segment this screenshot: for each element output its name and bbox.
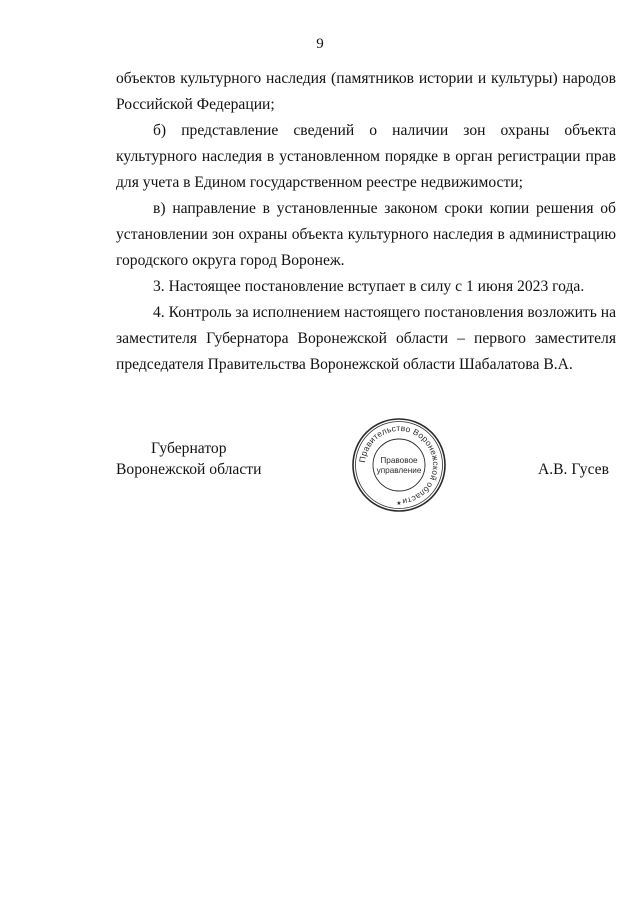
signatory-position-region: Воронежской области xyxy=(116,461,262,478)
official-stamp xyxy=(351,417,447,513)
paragraph-4: 4. Контроль за исполнением настоящего постановления возложить на заместителя Губернатора Воронежской области – первого заместителя председателя Правительства Воронежской области Шабалатова В.А. xyxy=(116,304,617,373)
signatory-position xyxy=(116,438,261,480)
paragraph-v: в) направление в установленные законом сроки копии решения об установлении зон охраны объекта культурного наследия в администрацию городского округа город Воронеж. xyxy=(116,200,616,269)
stamp-center-line2: управление xyxy=(376,466,422,475)
paragraph-1: объектов культурного наследия (памятников истории и культуры) народов Российской Федерации; xyxy=(116,70,616,113)
stamp-star-icon: ★ xyxy=(396,500,402,507)
signatory-position-title: Губернатор xyxy=(151,440,227,457)
signatory-name: А.В. Гусев xyxy=(538,461,609,478)
paragraph-b: б) представление сведений о наличии зон охраны объекта культурного наследия в установленном порядке в орган регистрации прав для учета в Едином государственном реестре недвижимости; xyxy=(116,122,616,191)
stamp-center-line1: Правовое xyxy=(380,456,418,465)
stamp-center-ring xyxy=(373,439,425,491)
paragraph-3: 3. Настоящее постановление вступает в силу с 1 июня 2023 года. xyxy=(153,278,585,295)
page-number: 9 xyxy=(316,36,324,52)
svg-text:Правительство Воронежской обла: Правительство Воронежской области xyxy=(357,422,442,507)
stamp-inner-ring xyxy=(356,422,443,509)
document-body xyxy=(116,66,616,378)
